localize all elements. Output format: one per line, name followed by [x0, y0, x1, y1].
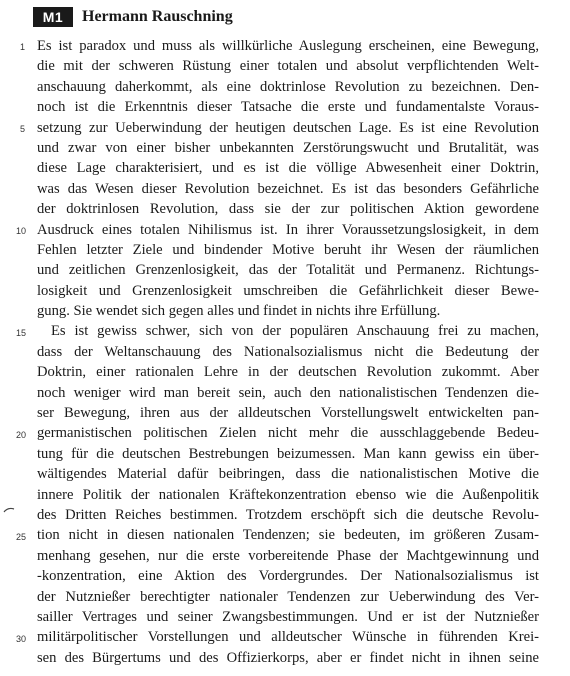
- text-line: und zwar von einer bisher unbekannten Zerstörungswucht und Brutalität, was: [37, 139, 539, 156]
- text-line: diese Lage charakterisiert, und es ist die völlige Abwesenheit einer Doktrin,: [37, 160, 539, 177]
- body-text: [37, 36, 539, 668]
- line-number: 30: [16, 633, 27, 644]
- text-line: ser Bewegung, ihren aus der alldeutschen Vorstellungswelt entwickelten pan-: [37, 405, 539, 422]
- pencil-mark-icon: [3, 506, 15, 514]
- text-line: Fehlen letzter Ziele und bindender Motive beruht ihr Wesen der räumlichen: [37, 241, 539, 258]
- document-title: Hermann Rauschning: [82, 8, 233, 25]
- text-line: des Dritten Reiches bestimmen. Trotzdem erschöpft sich die deutsche Revolu-: [37, 506, 539, 523]
- text-line: Doktrin, einer rationalen Lehre in der deutschen Revolution zukommt. Aber: [37, 364, 539, 381]
- line-number: 10: [16, 225, 27, 236]
- text-line: tion nicht in diesen nationalen Tendenzen; sie bedeuten, im größeren Zusam-: [37, 527, 539, 544]
- text-line: sailler Vertrages und seiner Zwangsbestimmungen. Und er ist der Nutznießer: [37, 608, 539, 625]
- text-line: Es ist paradox und muss als willkürliche Auslegung erscheinen, eine Bewegung,: [37, 38, 539, 54]
- line-number: 20: [16, 429, 27, 440]
- text-line: Ausdruck eines totalen Nihilismus ist. In ihrer Voraussetzungslosigkeit, in dem: [37, 221, 539, 238]
- text-line: -konzentration, eine Aktion des Vordergrundes. Der Nationalsozialismus ist: [37, 568, 539, 585]
- text-line: setzung zur Ueberwindung der heutigen deutschen Lage. Es ist eine Revolution: [37, 119, 539, 136]
- text-line: Es ist gewiss schwer, sich von der populären Anschauung frei zu machen,: [51, 323, 539, 340]
- text-line: sen des Bürgertums und des Offizierkorps, aber er findet nicht in ihnen seine: [37, 649, 539, 666]
- line-number: 15: [16, 327, 27, 338]
- text-line: dass der Weltanschauung des Nationalsozialismus nicht die Bedeutung der: [37, 343, 539, 360]
- text-line: gung. Sie wendet sich gegen alles und findet in nichts ihre Erfüllung.: [37, 303, 441, 320]
- text-line: was das Wesen dieser Revolution bezeichnet. Es ist das besonders Gefährliche: [37, 180, 539, 197]
- text-line: der doktrinlosen Revolution, dass sie der zur politischen Aktion gewordene: [37, 201, 539, 218]
- material-badge: M1: [33, 7, 73, 27]
- text-line: wältigendes Material dafür beibringen, dass die nationalistischen Motive die: [37, 466, 539, 483]
- text-line: germanistischen politischen Zielen nicht mehr die ausschlaggebende Bedeu-: [37, 425, 539, 442]
- line-number: 5: [20, 123, 26, 134]
- text-line: innere Politik der nationalen Kräftekonzentration ebenso wie die Außenpolitik: [37, 486, 539, 503]
- line-number: 25: [16, 531, 27, 542]
- text-line: die mit der schweren Rüstung einer totalen und absolut verpflichtenden Welt-: [37, 58, 539, 75]
- text-line: noch weniger wird man bereit sein, auch den nationalistischen Tendenzen die-: [37, 384, 539, 401]
- text-line: der Nutznießer berechtigter nationaler Tendenzen zur Ueberwindung des Ver-: [37, 588, 539, 605]
- text-line: anschauung daherkommt, als eine doktrinlose Revolution zu bezeichnen. Den-: [37, 78, 539, 95]
- text-line: noch ist die Erkenntnis dieser Tatsache die erste und fundamentalste Voraus-: [37, 99, 539, 116]
- text-line: tung für die deutschen Bestrebungen beizumessen. Man kann gewiss ein über-: [37, 445, 539, 462]
- text-line: und zeitlichen Grenzenlosigkeit, das der Totalität und Permanenz. Richtungs-: [37, 262, 539, 279]
- line-number: 1: [20, 42, 26, 52]
- text-line: losigkeit und Grenzenlosigkeit umschreiben die Gefährlichkeit dieser Bewe-: [37, 282, 539, 299]
- document-header: [33, 6, 233, 28]
- text-line: menhang gesehen, nur die erste vorbereitende Phase der Machtgewinnung und: [37, 547, 539, 564]
- text-line: militärpolitischer Vorstellungen und alldeutscher Wünsche in führenden Krei-: [37, 629, 539, 646]
